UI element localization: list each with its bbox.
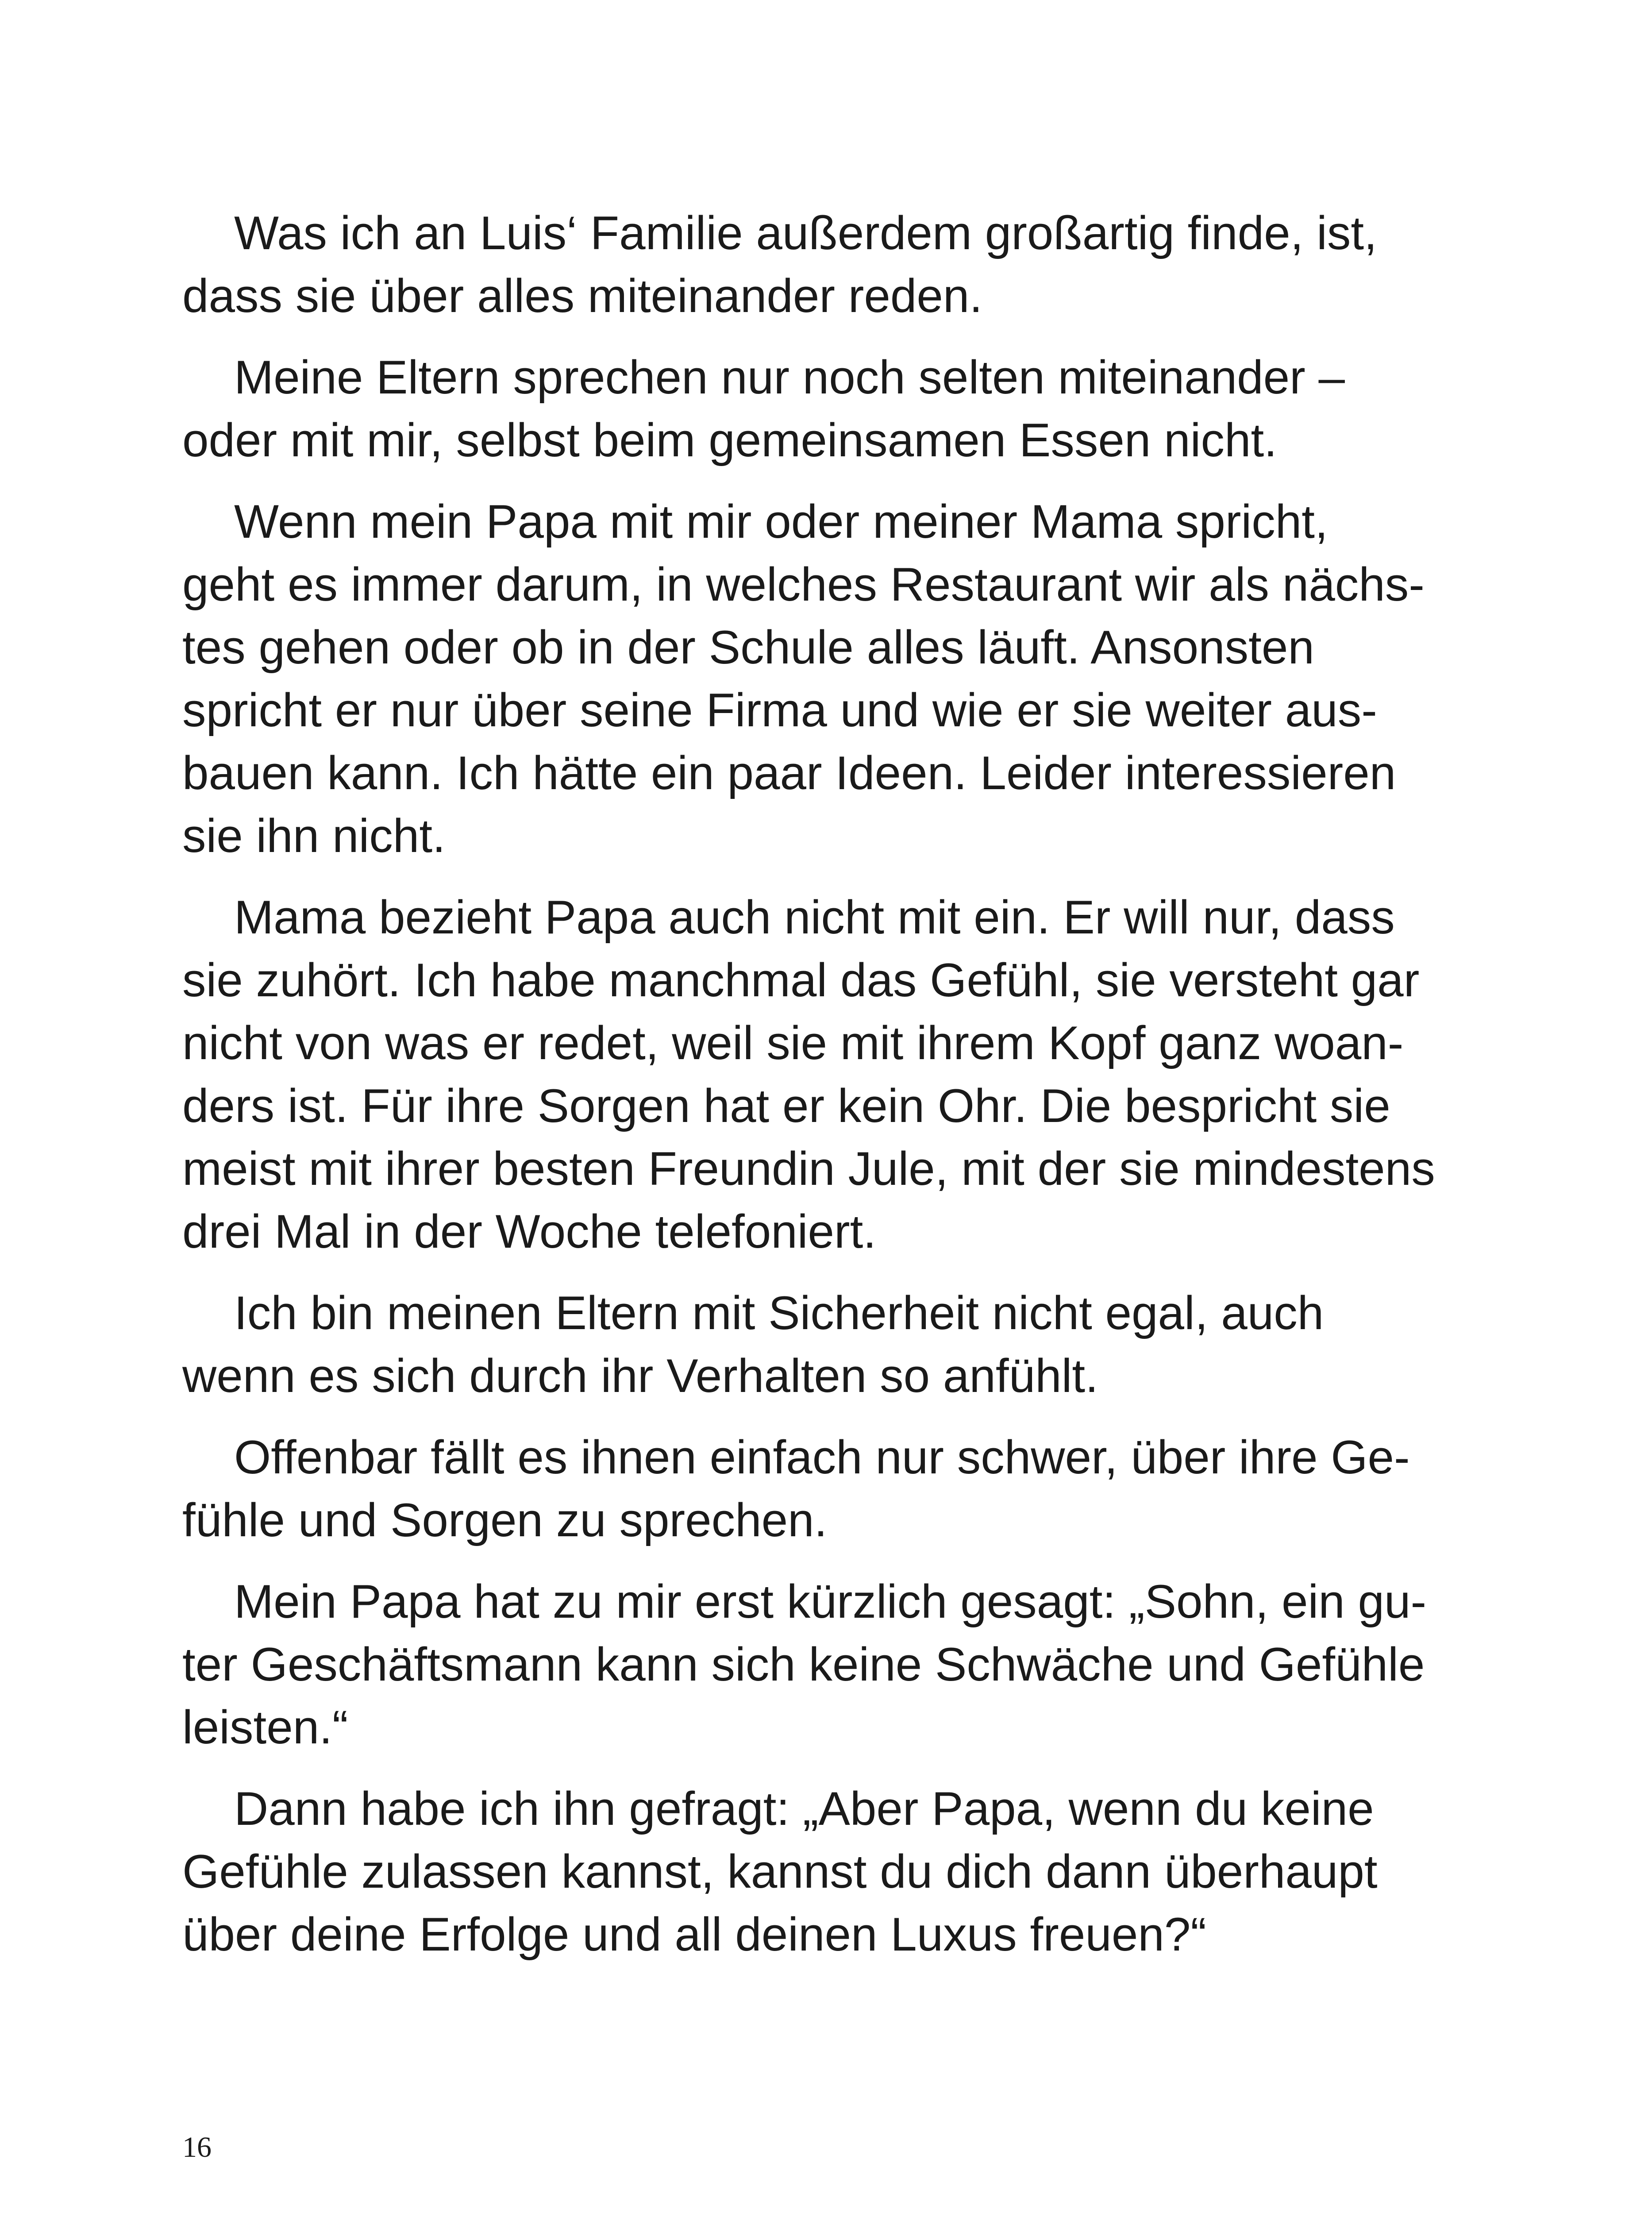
text-line: Mein Papa hat zu mir erst kürzlich gesagt: „Sohn, ein gu- <box>234 1575 1427 1628</box>
text-line: leisten.“ <box>182 1700 348 1754</box>
paragraph-5 <box>182 1281 1457 1407</box>
text-line: meist mit ihrer besten Freundin Jule, mit der sie mindestens <box>182 1142 1435 1195</box>
body-text <box>182 201 1457 1984</box>
paragraph-8 <box>182 1777 1457 1966</box>
text-line: Ich bin meinen Eltern mit Sicherheit nicht egal, auch <box>234 1286 1324 1339</box>
text-line: tes gehen oder ob in der Schule alles läuft. Ansonsten <box>182 621 1314 674</box>
text-line: über deine Erfolge und all deinen Luxus freuen?“ <box>182 1908 1207 1961</box>
text-line: Mama bezieht Papa auch nicht mit ein. Er will nur, dass <box>234 891 1395 944</box>
paragraph-1 <box>182 201 1457 327</box>
text-line: Meine Eltern sprechen nur noch selten miteinander – <box>234 351 1345 404</box>
text-line: oder mit mir, selbst beim gemeinsamen Essen nicht. <box>182 413 1277 467</box>
text-line: nicht von was er redet, weil sie mit ihrem Kopf ganz woan- <box>182 1016 1404 1069</box>
text-line: Dann habe ich ihn gefragt: „Aber Papa, wenn du keine <box>234 1782 1374 1835</box>
text-line: wenn es sich durch ihr Verhalten so anfühlt. <box>182 1349 1098 1402</box>
text-line: sie ihn nicht. <box>182 809 446 862</box>
text-line: geht es immer darum, in welches Restaurant wir als nächs- <box>182 558 1425 611</box>
paragraph-6 <box>182 1426 1457 1551</box>
paragraph-2 <box>182 346 1457 471</box>
text-line: Gefühle zulassen kannst, kannst du dich dann überhaupt <box>182 1845 1378 1898</box>
paragraph-4 <box>182 886 1457 1263</box>
text-line: ter Geschäftsmann kann sich keine Schwäche und Gefühle <box>182 1638 1425 1691</box>
page-number: 16 <box>182 2131 212 2163</box>
text-line: Wenn mein Papa mit mir oder meiner Mama spricht, <box>234 495 1328 548</box>
text-line: Offenbar fällt es ihnen einfach nur schwer, über ihre Ge- <box>234 1430 1410 1484</box>
text-line: spricht er nur über seine Firma und wie er sie weiter aus- <box>182 683 1377 736</box>
paragraph-7 <box>182 1570 1457 1758</box>
text-line: dass sie über alles miteinander reden. <box>182 269 983 322</box>
text-line: ders ist. Für ihre Sorgen hat er kein Ohr. Die bespricht sie <box>182 1079 1390 1132</box>
text-line: sie zuhört. Ich habe manchmal das Gefühl, sie versteht gar <box>182 953 1420 1006</box>
text-line: Was ich an Luis‘ Familie außerdem großartig finde, ist, <box>234 206 1377 259</box>
text-line: fühle und Sorgen zu sprechen. <box>182 1493 828 1546</box>
paragraph-3 <box>182 490 1457 867</box>
text-line: bauen kann. Ich hätte ein paar Ideen. Leider interessieren <box>182 746 1396 799</box>
text-line: drei Mal in der Woche telefoniert. <box>182 1205 877 1258</box>
